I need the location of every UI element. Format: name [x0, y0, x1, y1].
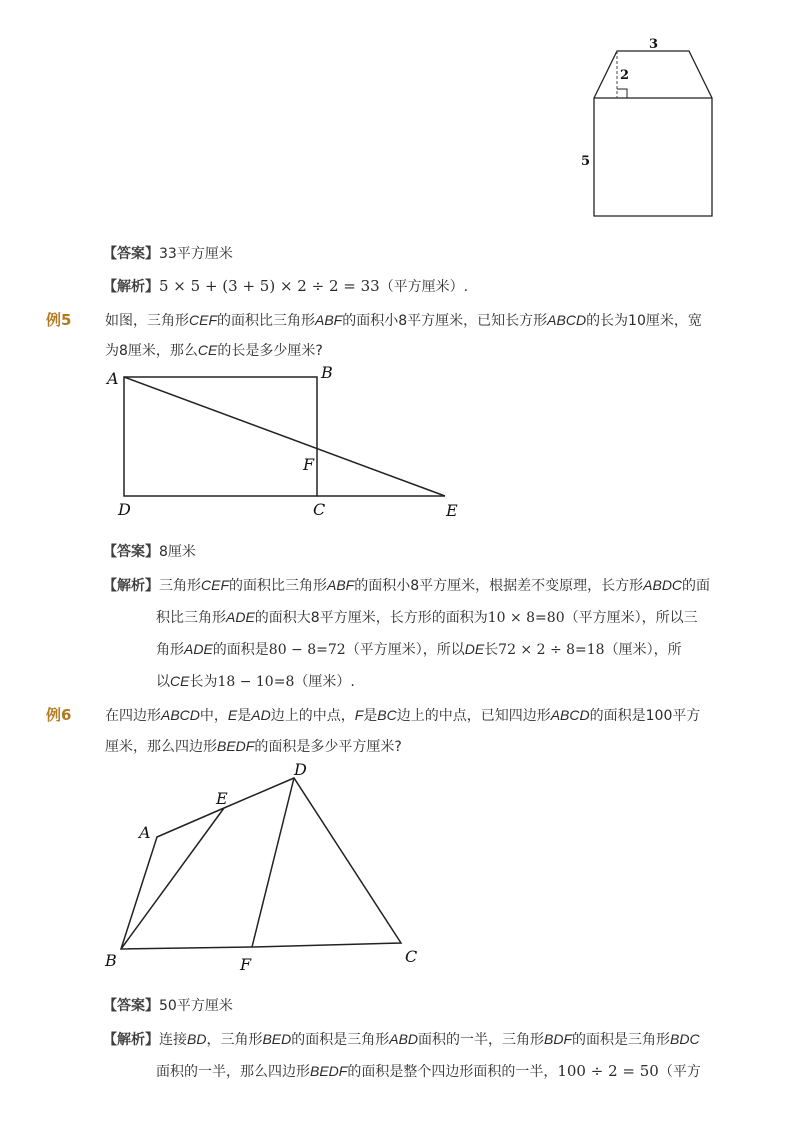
answer-tag: 【答案】 [103, 544, 159, 560]
point-a: A [107, 369, 119, 388]
label-side-5: 5 [581, 154, 591, 169]
trapezoid-square-figure [570, 30, 730, 225]
text: 面积的一半，那么四边形 [156, 1064, 310, 1080]
analysis-math: 5 × 5 + (3 + 5) × 2 ÷ 2 = 33 [159, 277, 380, 295]
ex6-question-line-1 [105, 705, 700, 726]
text: 的面积小8平方厘米，根据差不变原理，长方形 [354, 578, 644, 594]
text: 的面积是三角形 [291, 1032, 390, 1048]
analysis-tag: 【解析】 [103, 578, 159, 594]
point-b: B [321, 363, 333, 382]
text: 的面积是100平方 [589, 708, 701, 724]
q4-analysis-line [103, 276, 468, 297]
text: 连接 [159, 1032, 187, 1048]
var: ABF [315, 312, 343, 328]
point-d: D [294, 760, 307, 779]
var: CE [170, 673, 190, 689]
ex5-question-line-1 [105, 310, 702, 331]
math: 10 × 8=80 [487, 610, 565, 626]
text: 的面积比三角形 [229, 578, 327, 594]
text: （平方厘米），所以 [345, 642, 465, 658]
analysis-unit: （平方厘米）. [379, 279, 469, 295]
answer-tag: 【答案】 [103, 246, 159, 262]
ex5-analysis-line-2 [156, 607, 698, 628]
ex5-analysis-line-3 [156, 639, 682, 660]
line-df [252, 778, 294, 947]
point-e: E [446, 501, 458, 520]
var: ABDC [643, 577, 683, 593]
var: CE [197, 342, 218, 358]
var: ADE [226, 609, 255, 625]
var: BEDF [217, 738, 255, 754]
text: 厘米，那么四边形 [105, 739, 217, 755]
text: 在四边形 [105, 708, 161, 724]
q4-answer-line [103, 244, 233, 264]
var: CEF [201, 577, 229, 593]
var: AD [251, 707, 271, 723]
var: BED [262, 1031, 292, 1047]
point-c: C [313, 500, 326, 519]
rectangle-triangle-figure [100, 362, 470, 522]
var: DE [464, 641, 485, 657]
right-angle-mark [617, 89, 627, 98]
text: 的面积是 [212, 642, 269, 658]
var: F [354, 707, 364, 723]
ex5-answer-line [103, 542, 196, 562]
answer-text: 50平方厘米 [159, 998, 233, 1014]
var: ADE [184, 641, 213, 657]
var: BD [187, 1031, 207, 1047]
text: 的面积小8平方厘米，已知长方形 [342, 313, 548, 329]
text: 面积的一半，三角形 [418, 1032, 545, 1048]
var: BEDF [310, 1063, 348, 1079]
point-e: E [216, 789, 228, 808]
text: 如图，三角形 [105, 313, 189, 329]
ex5-analysis-line-1 [103, 575, 710, 596]
point-f: F [303, 455, 315, 474]
text: （厘米）. [294, 674, 355, 690]
text: 的面 [682, 578, 711, 594]
text: 的面积比三角形 [217, 313, 315, 329]
text: （平方厘米），所以三 [564, 610, 698, 626]
var: ABCD [161, 707, 200, 723]
point-c: C [405, 947, 418, 966]
text: 中， [199, 708, 228, 724]
text: 为8厘米，那么 [105, 343, 198, 359]
line-be [121, 808, 224, 949]
text: ，三角形 [206, 1032, 263, 1048]
quadrilateral-abcd [121, 778, 401, 949]
figure-outline [594, 51, 712, 216]
ex5-question-line-2 [105, 340, 323, 361]
label-top-3: 3 [649, 37, 659, 52]
analysis-tag: 【解析】 [103, 1032, 159, 1048]
math: 72 × 2 ÷ 8=18 [498, 642, 605, 658]
answer-text: 8厘米 [159, 544, 196, 560]
ex6-analysis-line-1 [103, 1029, 700, 1050]
math: 80 − 8=72 [268, 642, 346, 658]
text: 长 [484, 642, 499, 658]
text: 的长为10厘米，宽 [586, 313, 702, 329]
ex6-question-line-2 [105, 736, 402, 757]
ex6-analysis-line-2 [156, 1061, 701, 1082]
var: E [227, 707, 238, 723]
math: 100 ÷ 2 = 50 [557, 1062, 659, 1080]
text: 以 [156, 674, 170, 690]
var: ABF [327, 577, 355, 593]
text: 的面积是整个四边形面积的一半， [347, 1064, 558, 1080]
point-b: B [105, 951, 117, 970]
text: 角形 [156, 642, 184, 658]
ex6-answer-line [103, 996, 233, 1016]
point-a: A [139, 823, 151, 842]
text: 长为 [189, 674, 218, 690]
text: 边上的中点， [270, 708, 355, 724]
text: 的面积是三角形 [572, 1032, 671, 1048]
var: BC [377, 707, 397, 723]
text: 的面积是多少平方厘米? [254, 739, 402, 755]
text: 的面积大8平方厘米，长方形的面积为 [254, 610, 488, 626]
text: 的长是多少厘米? [217, 343, 323, 359]
rectangle-abcd [124, 377, 317, 496]
math: 18 − 10=8 [217, 674, 295, 690]
var: BDC [670, 1031, 700, 1047]
text: 积比三角形 [156, 610, 226, 626]
text: 是 [363, 708, 378, 724]
answer-tag: 【答案】 [103, 998, 159, 1014]
label-height-2: 2 [620, 68, 630, 83]
analysis-tag: 【解析】 [103, 279, 159, 295]
var: BDF [544, 1031, 573, 1047]
text: 是 [237, 708, 252, 724]
var: CEF [189, 312, 217, 328]
var: ABCD [550, 707, 590, 723]
line-ae [124, 377, 445, 496]
var: ABCD [547, 312, 587, 328]
point-d: D [118, 500, 131, 519]
text: 边上的中点，已知四边形 [396, 708, 551, 724]
point-f: F [240, 955, 252, 974]
ex5-analysis-line-4 [156, 671, 355, 692]
text: （厘米），所 [604, 642, 682, 658]
var: ABD [389, 1031, 419, 1047]
text: （平方 [658, 1064, 701, 1080]
example-6-label: 例6 [46, 706, 72, 724]
answer-text: 33平方厘米 [159, 246, 233, 262]
example-5-label: 例5 [46, 311, 72, 329]
quadrilateral-figure [100, 755, 430, 975]
text: 三角形 [159, 578, 201, 594]
